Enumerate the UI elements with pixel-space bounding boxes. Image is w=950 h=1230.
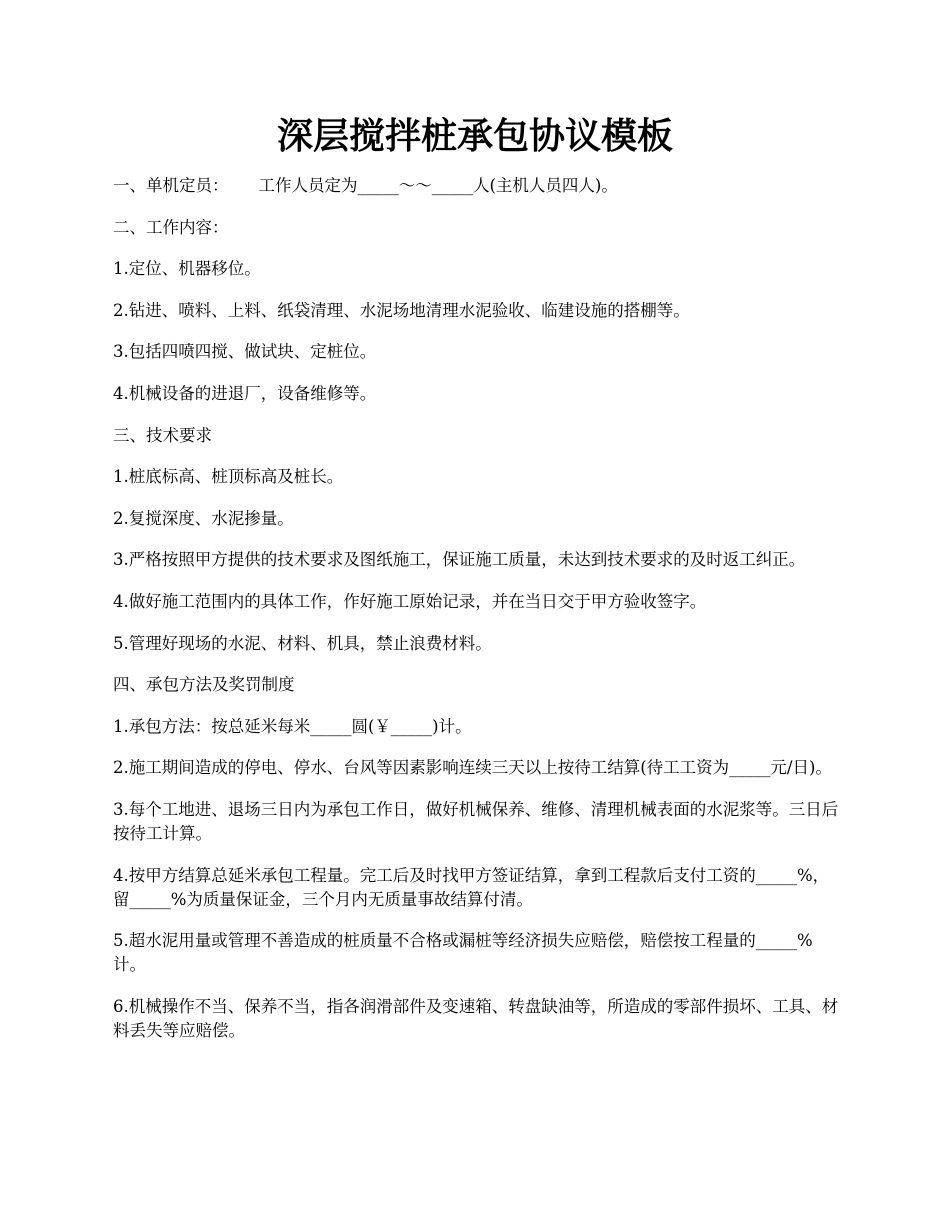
section-4-heading: 四、承包方法及奖罚制度 (113, 675, 295, 695)
tech-item-1: 1.桩底标高、桩顶标高及桩长。 (113, 467, 344, 487)
tech-item-5: 5.管理好现场的水泥、材料、机具，禁止浪费材料。 (113, 633, 492, 653)
section-2-heading: 二、工作内容： (113, 217, 229, 237)
contract-item-6: 6.机械操作不当、保养不当，指各润滑部件及变速箱、转盘缺油等，所造成的零部件损坏、工具、材料丢失等应赔偿。 (113, 996, 839, 1040)
contract-item-4: 4.按甲方结算总延米承包工程量。完工后及时找甲方签证结算，拿到工程款后支付工资的_____%，留_____%为质量保证金，三个月内无质量事故结算付清。 (113, 865, 830, 909)
section-3-heading: 三、技术要求 (113, 425, 212, 445)
tech-item-2: 2.复搅深度、水泥掺量。 (113, 508, 294, 528)
document-body (113, 174, 845, 1043)
document-title: 深层搅拌桩承包协议模板 (276, 115, 673, 157)
contract-item-5: 5.超水泥用量或管理不善造成的桩质量不合格或漏桩等经济损失应赔偿，赔偿按工程量的_____%计。 (113, 931, 813, 975)
section-1-staffing: 一、单机定员： 工作人员定为_____～～_____人(主机人员四人)。 (113, 176, 618, 195)
tech-item-3: 3.严格按照甲方提供的技术要求及图纸施工，保证施工质量，未达到技术要求的及时返工纠正。 (113, 550, 806, 570)
work-item-4: 4.机械设备的进退厂，设备维修等。 (113, 383, 377, 403)
work-item-2: 2.钻进、喷料、上料、纸袋清理、水泥场地清理水泥验收、临建设施的搭棚等。 (113, 300, 690, 320)
contract-item-2: 2.施工期间造成的停电、停水、台风等因素影响连续三天以上按待工结算(待工工资为_____元/日)。 (113, 758, 832, 778)
contract-item-1: 1.承包方法：按总延米每米_____圆(￥_____)计。 (113, 716, 472, 736)
contract-item-3: 3.每个工地进、退场三日内为承包工作日，做好机械保养、维修、清理机械表面的水泥浆等。三日后按待工计算。 (113, 799, 839, 843)
tech-item-4: 4.做好施工范围内的具体工作，作好施工原始记录，并在当日交于甲方验收签字。 (113, 591, 707, 611)
work-item-3: 3.包括四喷四搅、做试块、定桩位。 (113, 342, 377, 362)
work-item-1: 1.定位、机器移位。 (113, 259, 261, 279)
